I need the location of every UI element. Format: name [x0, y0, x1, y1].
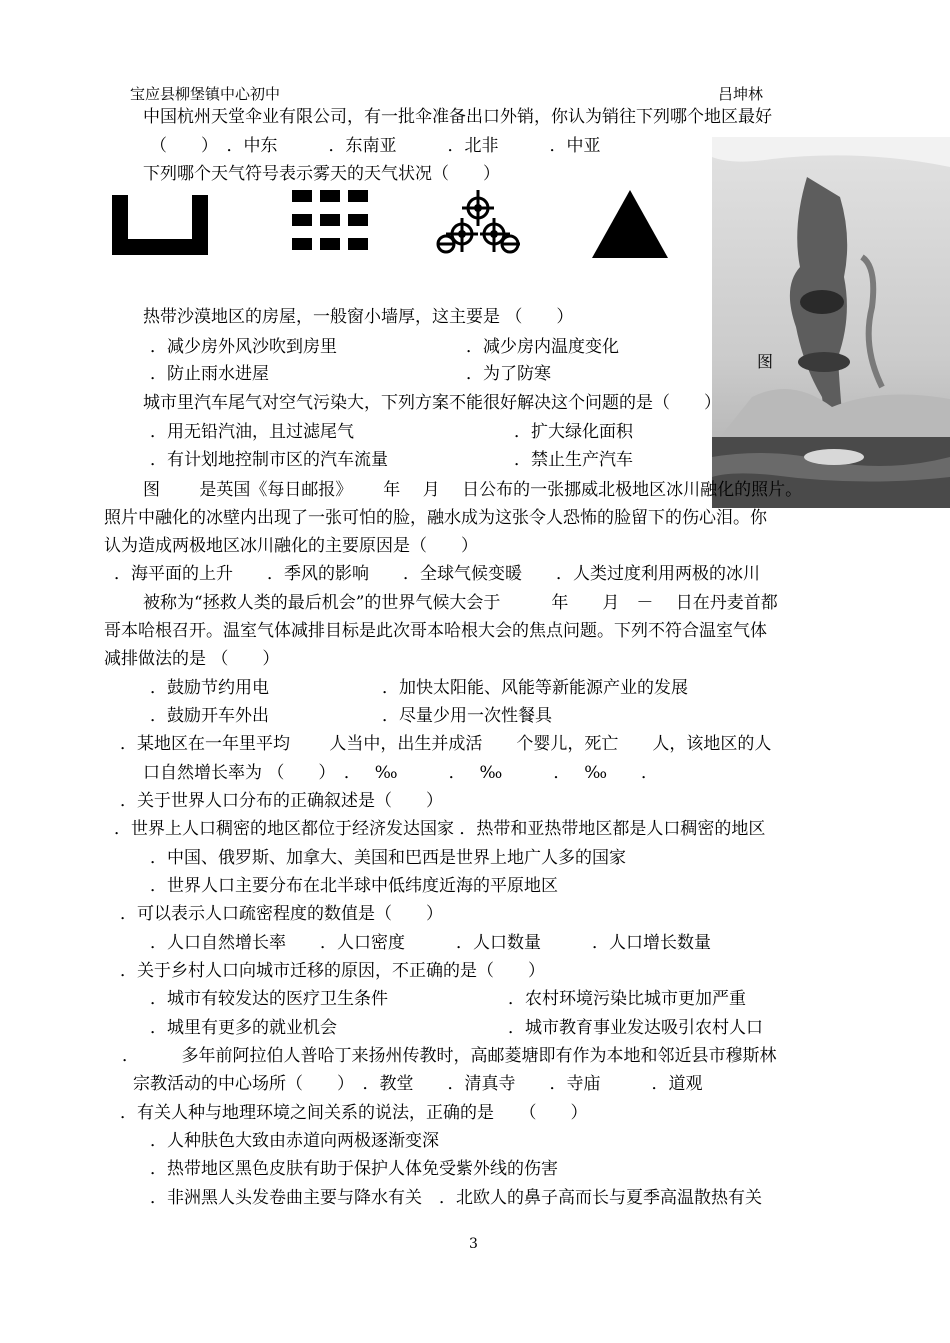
snow-symbol-icon [432, 186, 524, 264]
q3-option-b: ．减少房内温度变化 [466, 337, 619, 357]
q4-option-c: ．有计划地控制市区的汽车流量 [150, 450, 388, 470]
glacier-face-photo [712, 137, 950, 508]
q6-option-a: ．鼓励节约用电 [150, 678, 269, 698]
q6-line2: 哥本哈根召开。温室气体减排目标是此次哥本哈根大会的焦点问题。下列不符合温室气体 [104, 621, 767, 641]
q12-options-cd: ．非洲黑人头发卷曲主要与降水有关 ．北欧人的鼻子高而长与夏季高温散热有关 [150, 1188, 762, 1208]
q7-line1: ．某地区在一年里平均 人当中，出生并成活 个婴儿，死亡 人，该地区的人 [120, 734, 772, 754]
q12-stem: ．有关人种与地理环境之间关系的说法，正确的是 （ ） [120, 1103, 588, 1123]
q6-line1: 被称为“拯救人类的最后机会”的世界气候大会于 年 月 － 日在丹麦首都 [143, 593, 778, 613]
q12-option-a: ．人种肤色大致由赤道向两极逐渐变深 [150, 1131, 439, 1151]
header-author: 吕坤林 [718, 85, 764, 103]
q10-option-b: ．农村环境污染比城市更加严重 [508, 989, 746, 1009]
q10-option-c: ．城里有更多的就业机会 [150, 1018, 337, 1038]
weather-symbol-bracket [108, 195, 210, 257]
q3-stem: 热带沙漠地区的房屋，一般窗小墙厚，这主要是 （ ） [143, 307, 574, 327]
q1-options: （ ） ．中东 ．东南亚 ．北非 ．中亚 [150, 136, 601, 156]
q9-stem: ．可以表示人口疏密程度的数值是（ ） [120, 904, 443, 924]
q8-option-c: ．中国、俄罗斯、加拿大、美国和巴西是世界上地广人多的国家 [150, 848, 626, 868]
q10-option-a: ．城市有较发达的医疗卫生条件 [150, 989, 388, 1009]
q2-stem: 下列哪个天气符号表示雾天的天气状况（ ） [143, 164, 500, 184]
q6-option-c: ．鼓励开车外出 [150, 706, 269, 726]
fog-symbol-icon [290, 188, 372, 256]
q6-line3: 减排做法的是 （ ） [104, 649, 280, 669]
q12-option-b: ．热带地区黑色皮肤有助于保护人体免受紫外线的伤害 [150, 1159, 558, 1179]
q3-option-d: ．为了防寒 [466, 364, 551, 384]
q11-line1: ． 多年前阿拉伯人普哈丁来扬州传教时，高邮菱塘即有作为本地和邻近县市穆斯林 [122, 1046, 777, 1066]
q5-line3: 认为造成两极地区冰川融化的主要原因是（ ） [104, 536, 478, 556]
q5-line1: 图 是英国《每日邮报》 年 月 日公布的一张挪威北极地区冰川融化的照片。 [143, 480, 803, 500]
q7-line2: 口自然增长率为 （ ） ． ‰ ． ‰ ． ‰ ． [143, 763, 659, 783]
q4-option-a: ．用无铅汽油，且过滤尾气 [150, 422, 354, 442]
q1-stem: 中国杭州天堂伞业有限公司，有一批伞准备出口外销，你认为销往下列哪个地区最好 [143, 107, 772, 127]
q4-option-b: ．扩大绿化面积 [514, 422, 633, 442]
q6-option-d: ．尽量少用一次性餐具 [382, 706, 552, 726]
q6-option-b: ．加快太阳能、风能等新能源产业的发展 [382, 678, 688, 698]
q3-option-c: ．防止雨水进屋 [150, 364, 269, 384]
q8-stem: ．关于世界人口分布的正确叙述是（ ） [120, 791, 443, 811]
triangle-symbol-icon [590, 188, 670, 260]
q11-line2: 宗教活动的中心场所（ ） ．教堂 ．清真寺 ．寺庙 ．道观 [133, 1074, 703, 1094]
header-school: 宝应县柳堡镇中心初中 [130, 85, 281, 103]
q3-option-a: ．减少房外风沙吹到房里 [150, 337, 337, 357]
page-number: 3 [469, 1236, 478, 1252]
q5-line2: 照片中融化的冰壁内出现了一张可怕的脸，融水成为这张令人恐怖的脸留下的伤心泪。你 [104, 508, 767, 528]
figure-label: 图 [757, 352, 774, 371]
q5-options: ．海平面的上升 ．季风的影响 ．全球气候变暖 ．人类过度利用两极的冰川 [114, 564, 760, 584]
q4-stem: 城市里汽车尾气对空气污染大，下列方案不能很好解决这个问题的是（ ） [143, 393, 721, 413]
q8-option-d: ．世界人口主要分布在北半球中低纬度近海的平原地区 [150, 876, 558, 896]
q8-options-ab: ．世界上人口稠密的地区都位于经济发达国家 ．热带和亚热带地区都是人口稠密的地区 [114, 819, 766, 839]
q9-options: ．人口自然增长率 ．人口密度 ．人口数量 ．人口增长数量 [150, 933, 711, 953]
q10-stem: ．关于乡村人口向城市迁移的原因，不正确的是（ ） [120, 961, 545, 981]
q4-option-d: ．禁止生产汽车 [514, 450, 633, 470]
q10-option-d: ．城市教育事业发达吸引农村人口 [508, 1018, 763, 1038]
